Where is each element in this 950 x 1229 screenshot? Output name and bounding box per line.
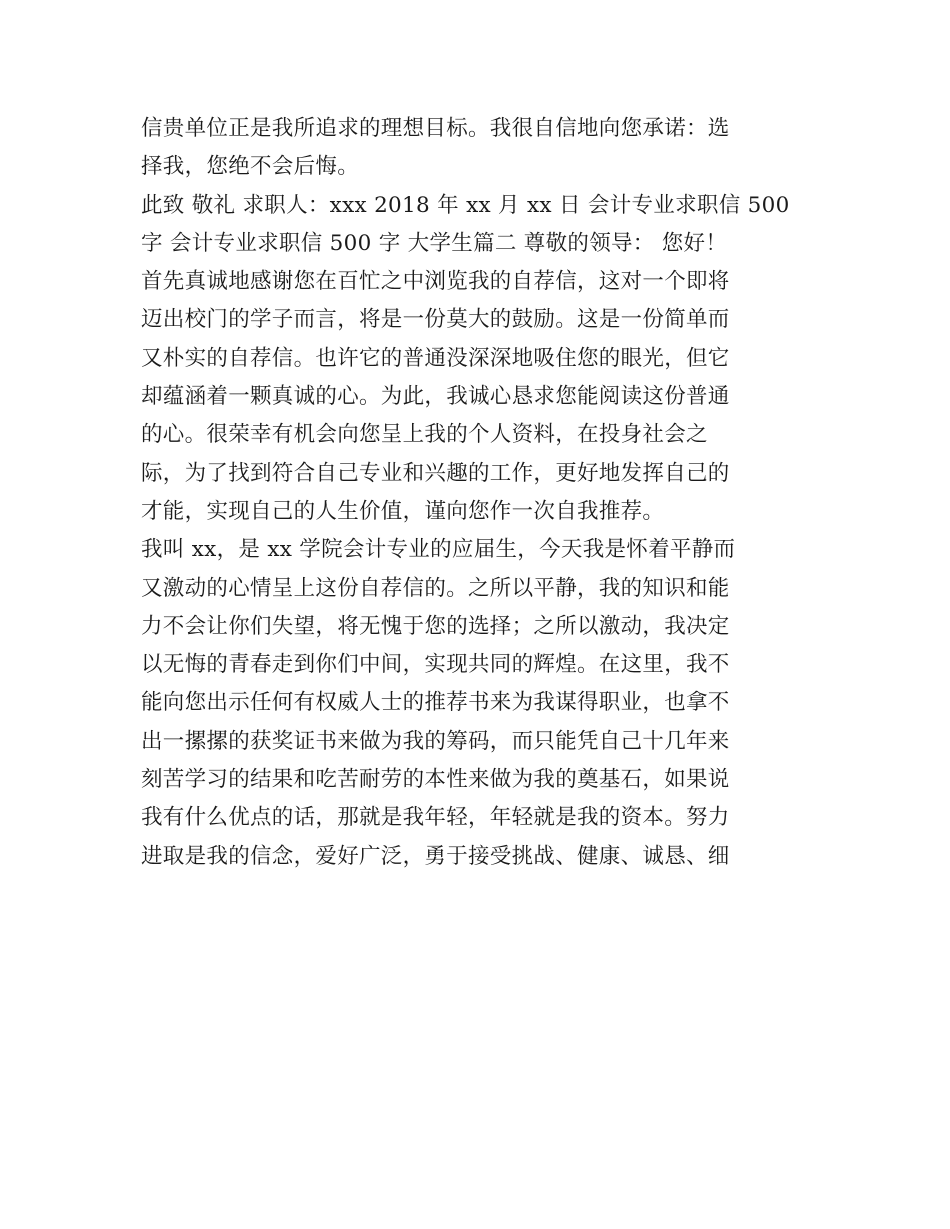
text-line: 际，为了找到符合自己专业和兴趣的工作，更好地发挥自己的: [141, 460, 730, 486]
text-line: 迈出校门的学子而言，将是一份莫大的鼓励。这是一份简单而: [141, 307, 730, 333]
text-line: 的心。很荣幸有机会向您呈上我的个人资料，在投身社会之: [141, 422, 708, 448]
text-line: 此致 敬礼 求职人：xxx 2018 年 xx 月 xx 日 会计专业求职信 500: [141, 192, 790, 218]
text-line: 首先真诚地感谢您在百忙之中浏览我的自荐信，这对一个即将: [141, 269, 730, 295]
text-line: 又激动的心情呈上这份自荐信的。之所以平静，我的知识和能: [141, 575, 730, 601]
text-line: 字 会计专业求职信 500 字 大学生篇二 尊敬的领导： 您好！: [141, 230, 728, 256]
text-line: 能向您出示任何有权威人士的推荐书来为我谋得职业，也拿不: [141, 690, 730, 716]
text-line: 进取是我的信念，爱好广泛，勇于接受挑战、健康、诚恳、细: [141, 843, 730, 869]
body-text: [141, 110, 821, 876]
text-line: 又朴实的自荐信。也许它的普通没深深地吸住您的眼光，但它: [141, 345, 730, 371]
text-line: 信贵单位正是我所追求的理想目标。我很自信地向您承诺：选: [141, 116, 730, 141]
text-line: 却蕴涵着一颗真诚的心。为此，我诚心恳求您能阅读这份普通: [141, 384, 730, 410]
text-line: 择我，您绝不会后悔。: [141, 154, 360, 180]
text-line: 我叫 xx，是 xx 学院会计专业的应届生，今天我是怀着平静而: [141, 537, 736, 563]
text-line: 以无悔的青春走到你们中间，实现共同的辉煌。在这里，我不: [141, 652, 730, 678]
text-line: 我有什么优点的话，那就是我年轻，年轻就是我的资本。努力: [141, 805, 730, 831]
text-line: 刻苦学习的结果和吃苦耐劳的本性来做为我的奠基石，如果说: [141, 767, 730, 793]
text-line: 力不会让你们失望，将无愧于您的选择；之所以激动，我决定: [141, 613, 730, 639]
text-line: 出一摞摞的获奖证书来做为我的筹码，而只能凭自己十几年来: [141, 728, 730, 754]
text-line: 才能，实现自己的人生价值，谨向您作一次自我推荐。: [141, 498, 665, 524]
